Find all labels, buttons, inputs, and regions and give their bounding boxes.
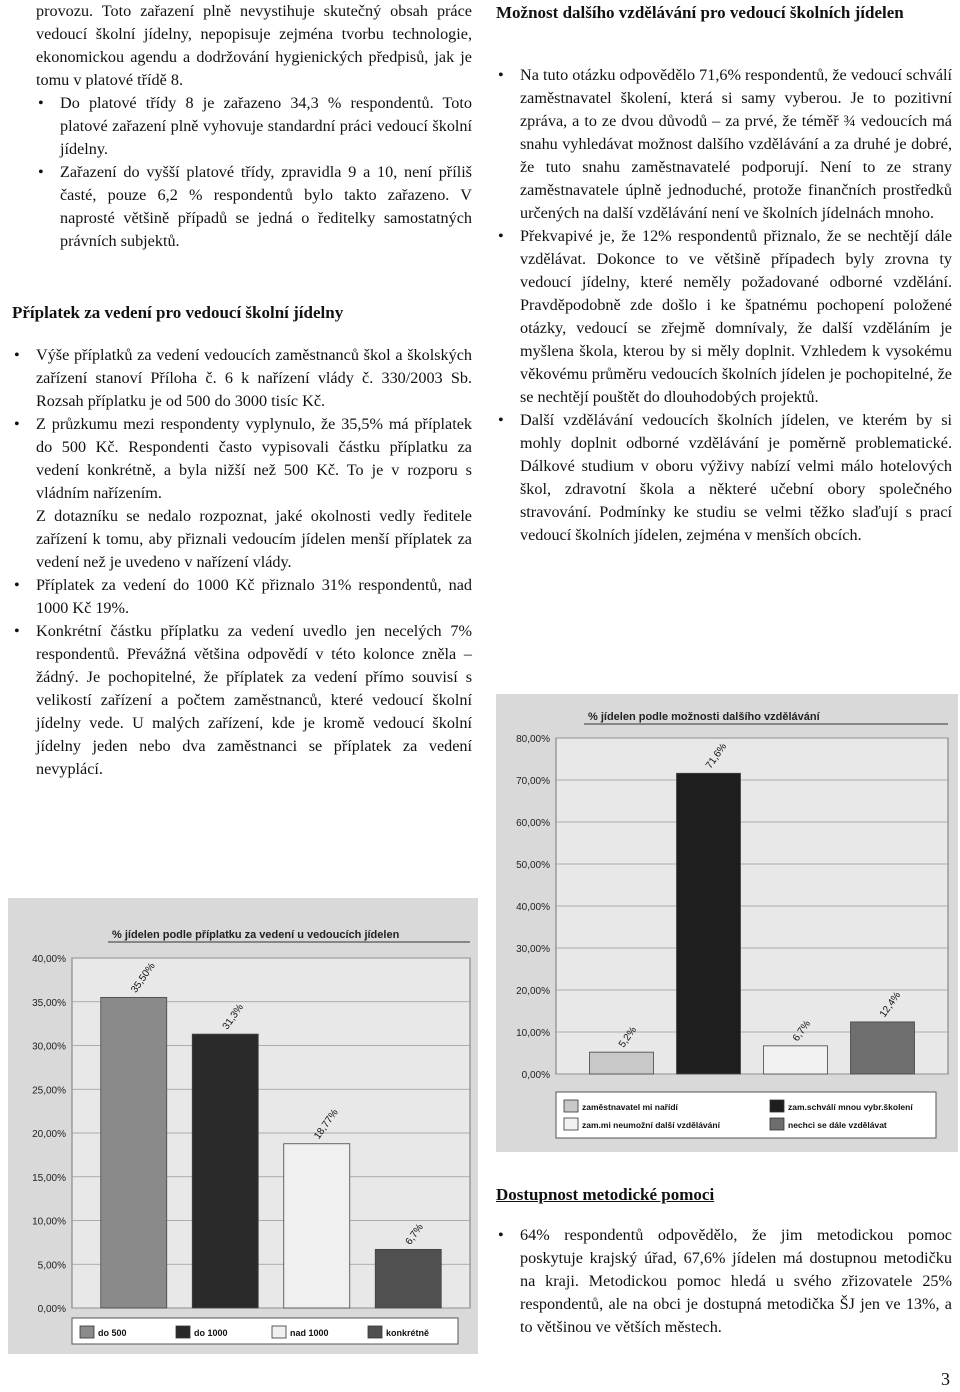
y-tick-label: 40,00% (32, 954, 66, 965)
y-tick-label: 5,00% (37, 1260, 66, 1272)
chart-priplatek (8, 898, 478, 1354)
legend-swatch (564, 1100, 578, 1112)
legend-label: zaměstnavatel mi nařídí (582, 1102, 678, 1112)
data-label: 6,7% (790, 1018, 814, 1044)
legend-label: do 1000 (194, 1328, 228, 1338)
legend-label: nechci se dále vzdělávat (788, 1120, 887, 1130)
section-heading-metodicka-pomoc: Dostupnost metodické pomoci (496, 1185, 715, 1204)
y-tick-label: 50,00% (516, 860, 550, 871)
legend-swatch (272, 1326, 286, 1338)
list-item: • Další vzdělávání vedoucích školních jídelen, ve kterém by si mohly doplnit odborné vzdělávání je poměrně problematické. Dálkové studium v oboru výživy nabízí velmi málo hotelových škol, zdravotní škola a některé učební obory společného stravování. Podmínky ke studiu se velmi těžko slaďují s prací vedoucí školních jídelen, zejména v menších obcích. (496, 409, 952, 547)
legend-swatch (80, 1326, 94, 1338)
list-item: • Na tuto otázku odpovědělo 71,6% respondentů, že vedoucí schválí zaměstnavatel školení, která si samy vyberou. Je to pozitivní zpráva, a to ze dvou důvodů – za prvé, že téměř ¾ vedoucích má snahu vyhledávat možnost dalšího vzdělávání a za druhé je dobré, že tuto snahu zaměstnavatelé podporují. Není to ze strany zaměstnavatele úplně jednoduché, protože finančních prostředků určených na další vzdělávání není ve školních jídelnách mnoho. (496, 64, 952, 225)
list-item: • Konkrétní částku příplatku za vedení uvedlo jen necelých 7% respondentů. Převážná většina odpovědí v této kolonce zněla – žádný. Je pochopitelné, že příplatek za vedení přímo souvisí s velikostí zařízení a počtem zaměstnanců, které vedoucí školní jídelny vede. U malých zařízení, kde je kromě vedoucí školní jídelny jeden nebo dva zaměstnanci se příplatek za vedení nevyplácí. (12, 620, 472, 781)
list-item: • Z průzkumu mezi respondenty vyplynulo, že 35,5% má příplatek do 500 Kč. Respondenti často vypisovali částku příplatku za vedení konkrétně, a byla nižší než 500 Kč. To je v rozporu s vládním nařízením. Z dotazníku se nedalo rozpoznat, jaké okolnosti vedly ředitele zařízení k tomu, aby přiznali vedoucím jídelen menší příplatek za vedení než je uvedeno v nařízení vlády. (12, 413, 472, 574)
bullet-list-right (496, 64, 952, 547)
left-column (36, 0, 472, 253)
legend-swatch (176, 1326, 190, 1338)
data-label: 5,2% (616, 1024, 640, 1050)
list-item: • Zařazení do vyšší platové třídy, zpravidla 9 a 10, není příliš časté, pouze 6,2 % respondentů bylo takto zařazeno. V naprosté většině případů se jedná o ředitelky samostatných právních subjektů. (36, 161, 472, 253)
data-label: 35,50% (129, 960, 158, 996)
data-label: 6,7% (403, 1222, 426, 1248)
y-tick-label: 0,00% (521, 1070, 550, 1081)
bar (375, 1249, 441, 1308)
section-heading-priplatek: Příplatek za vedení pro vedoucí školní jídelny (12, 303, 344, 322)
legend-swatch (368, 1326, 382, 1338)
legend-swatch (564, 1118, 578, 1130)
chart-vzdelavani (496, 694, 958, 1152)
legend-label: zam.schválí mnou vybr.školení (788, 1102, 913, 1112)
left-column-2 (12, 344, 472, 781)
right-column-2 (496, 1224, 952, 1339)
legend-label: zam.mi neumožní další vzdělávání (582, 1120, 720, 1130)
bar (284, 1144, 350, 1308)
bar (677, 773, 741, 1074)
bar (101, 997, 167, 1308)
bar (764, 1046, 828, 1074)
legend-label: konkrétně (386, 1328, 430, 1338)
bar (192, 1034, 258, 1308)
list-item: • 64% respondentů odpovědělo, že jim metodickou pomoc poskytuje krajský úřad, 67,6% jídelen má dostupnou metodičku na kraji. Metodickou pomoc hledá u svého zřizovatele 25% respondentů, ale na obci je dostupná metodička ŠJ jen ve 13%, a to většinou ve větších městech. (496, 1224, 952, 1339)
right-column (496, 64, 952, 547)
y-tick-label: 30,00% (32, 1041, 66, 1053)
legend-label: do 500 (98, 1328, 127, 1338)
y-tick-label: 15,00% (32, 1172, 66, 1184)
bullet-list-1 (36, 92, 472, 253)
data-label: 18,77% (312, 1107, 341, 1142)
data-label: 71,6% (703, 741, 730, 772)
y-tick-label: 10,00% (32, 1216, 66, 1228)
y-tick-label: 35,00% (32, 997, 66, 1009)
legend-swatch (770, 1118, 784, 1130)
y-tick-label: 30,00% (516, 944, 550, 955)
bar (851, 1022, 915, 1074)
list-item: • Překvapivé je, že 12% respondentů přiznalo, že se nechtějí dále vzdělávat. Dokonce to ve většině případech byly zrovna ty vedoucí jídelny, které neměly požadované odborné vzdělání. Pravděpodobně zde došlo i ke špatnému pochopení položené otázky, vedoucí se zřejmě domnívaly, že další vzděláním je myšlena škola, kterou by si měly doplnit. Vzhledem k vysokému věkovému průměru vedoucích školních jídelen je pochopitelné, že se nechtějí pouštět do dlouhodobých projektů. (496, 225, 952, 409)
chart-title: % jídelen podle příplatku za vedení u vedoucích jídelen (112, 929, 400, 941)
bullet-list-right-2 (496, 1224, 952, 1339)
legend-label: nad 1000 (290, 1328, 329, 1338)
data-label: 31,3% (220, 1002, 246, 1032)
list-item: • Do platové třídy 8 je zařazeno 34,3 % respondentů. Toto platové zařazení plně vyhovuje standardní práci vedoucí školní jídelny. (36, 92, 472, 161)
list-item: • Výše příplatků za vedení vedoucích zaměstnanců škol a školských zařízení stanoví Příloha č. 6 k nařízení vlády č. 330/2003 Sb. Rozsah příplatku je od 500 do 3000 tisíc Kč. (12, 344, 472, 413)
y-tick-label: 0,00% (37, 1304, 66, 1315)
y-tick-label: 70,00% (516, 776, 550, 787)
data-label: 12,4% (877, 990, 904, 1020)
y-tick-label: 10,00% (516, 1028, 550, 1039)
y-tick-label: 60,00% (516, 818, 550, 829)
list-item: • Příplatek za vedení do 1000 Kč přiznalo 31% respondentů, nad 1000 Kč 19%. (12, 574, 472, 620)
chart-priplatek-svg (8, 898, 478, 1354)
chart-vzdelavani-svg (496, 694, 958, 1152)
section-heading-vzdelavani: Možnost dalšího vzdělávání pro vedoucí školních jídelen (496, 3, 904, 22)
legend-swatch (770, 1100, 784, 1112)
intro-paragraph: provozu. Toto zařazení plně nevystihuje skutečný obsah práce vedoucí školní jídelny, nepopisuje zejména tvorbu technologie, ekonomickou agendu a dodržování hygienických předpisů, jak je tomu v platové třídě 8. (36, 2, 472, 89)
bar (590, 1052, 654, 1074)
legend-box (556, 1092, 936, 1138)
chart-title: % jídelen podle možnosti dalšího vzdělávání (588, 711, 820, 723)
page-number: 3 (941, 1369, 950, 1389)
y-tick-label: 80,00% (516, 734, 550, 745)
y-tick-label: 20,00% (32, 1129, 66, 1140)
y-tick-label: 20,00% (516, 986, 550, 997)
bullet-list-2 (12, 344, 472, 781)
y-tick-label: 25,00% (32, 1085, 66, 1097)
y-tick-label: 40,00% (516, 902, 550, 913)
